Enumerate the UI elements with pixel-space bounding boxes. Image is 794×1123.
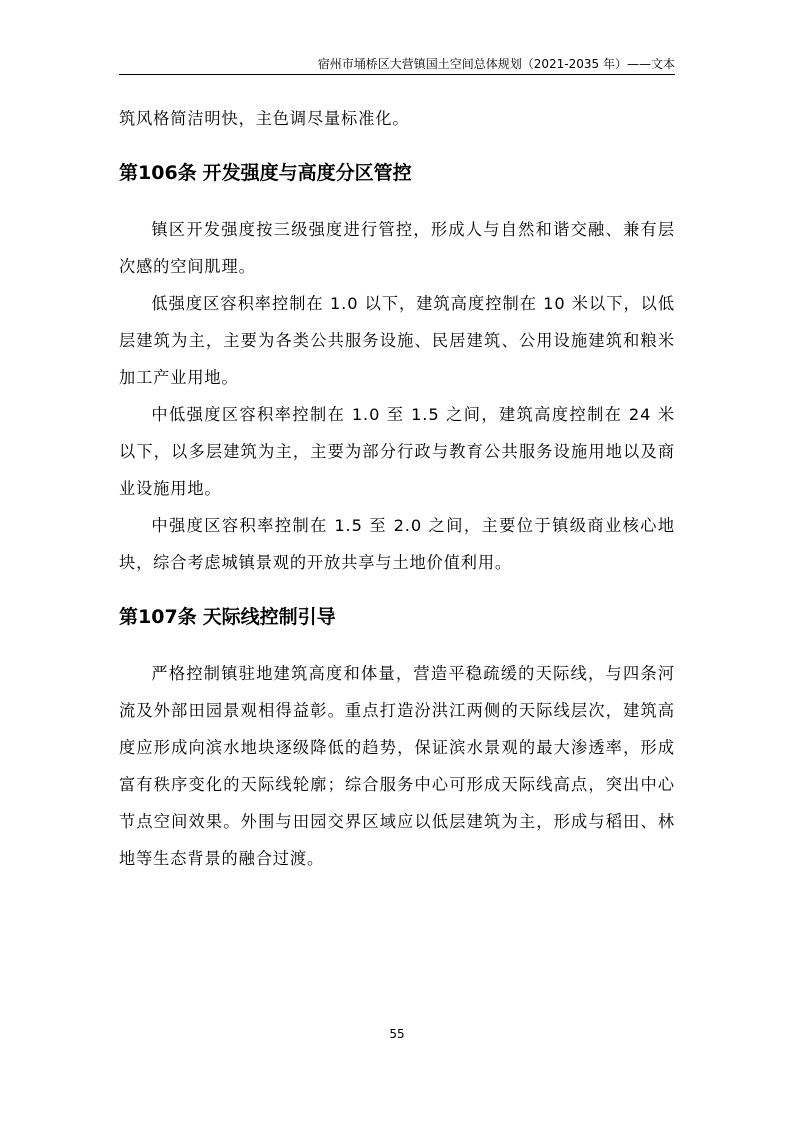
article-106-paragraph-1: 镇区开发强度按三级强度进行管控，形成人与自然和谐交融、兼有层次感的空间肌理。	[119, 220, 675, 276]
article-107-paragraph-1: 严格控制镇驻地建筑高度和体量，营造平稳疏缓的天际线，与四条河流及外部田园景观相得益彰。重点打造汾洪江两侧的天际线层次，建筑高度应形成向滨水地块逐级降低的趋势，保证滨水景观的最大渗透率，形成富有秩序变化的天际线轮廓；综合服务中心可形成天际线高点，突出中心节点空间效果。外围与田园交界区域应以低层建筑为主，形成与稻田、林地等生态背景的融合过渡。	[119, 664, 675, 868]
article-106-number: 第106条	[119, 162, 197, 184]
article-106-title: 开发强度与高度分区管控	[202, 162, 412, 184]
article-107-number: 第107条	[119, 606, 197, 628]
article-106-paragraph-2: 低强度区容积率控制在 1.0 以下，建筑高度控制在 10 米以下，以低层建筑为主，主要为各类公共服务设施、民居建筑、公用设施建筑和粮米加工产业用地。	[119, 294, 675, 387]
article-106-paragraph-3: 中低强度区容积率控制在 1.0 至 1.5 之间，建筑高度控制在 24 米以下，以多层建筑为主，主要为部分行政与教育公共服务设施用地以及商业设施用地。	[119, 405, 675, 498]
article-107-heading	[119, 595, 675, 639]
article-106-paragraph-4: 中强度区容积率控制在 1.5 至 2.0 之间，主要位于镇级商业核心地块，综合考虑城镇景观的开放共享与土地价值利用。	[119, 516, 675, 572]
document-body	[119, 100, 675, 877]
header-title: 宿州市埇桥区大营镇国土空间总体规划（2021-2035 年）——文本	[317, 57, 675, 71]
page-number: 55	[389, 1027, 405, 1041]
page-header	[119, 55, 675, 75]
article-106-heading	[119, 151, 675, 195]
intro-paragraph: 筑风格简洁明快，主色调尽量标准化。	[119, 109, 410, 128]
article-107-title: 天际线控制引导	[202, 606, 336, 628]
